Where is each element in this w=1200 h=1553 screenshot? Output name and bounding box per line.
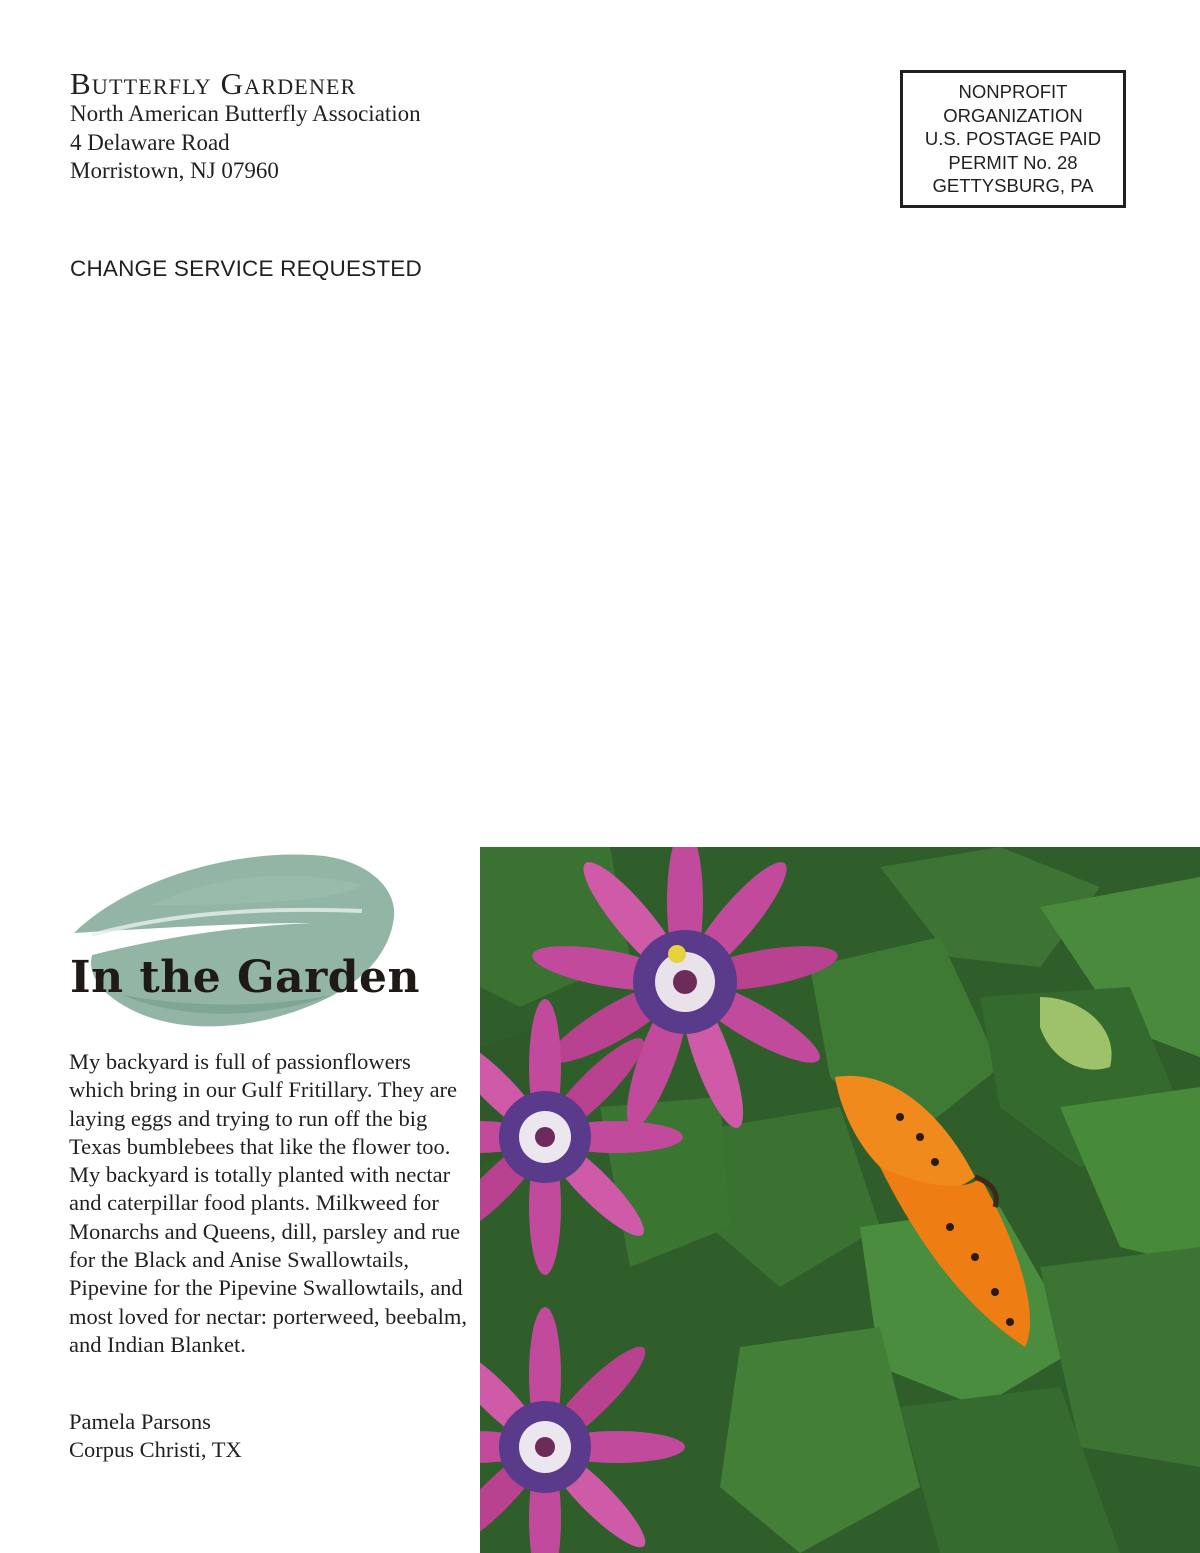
return-address	[70, 68, 510, 186]
author-location: Corpus Christi, TX	[69, 1437, 242, 1463]
publication-title: Butterfly Gardener	[70, 66, 357, 101]
organization-name: North American Butterfly Association	[70, 101, 421, 126]
indicia-line: U.S. POSTAGE PAID	[924, 128, 1102, 150]
city-state-zip: Morristown, NJ 07960	[70, 158, 279, 183]
indicia-line: NONPROFIT	[958, 81, 1068, 103]
leaf-illustration	[62, 845, 412, 1040]
article-body: My backyard is full of passionflowers which bring in our Gulf Fritillary. They are laying eggs and trying to run off the big Texas bumblebees that like the flower too. My backyard is totally planted with nectar and caterpillar food plants. Milkweed for Monarchs and Queens, dill, parsley and rue for the Black and Anise Swallowtails, Pipevine for the Pipevine Swallowtails, and most loved for nectar: porterweed, beebalm, and Indian Blanket.	[69, 1049, 467, 1357]
author-name: Pamela Parsons	[69, 1409, 211, 1434]
indicia-line: ORGANIZATION	[943, 104, 1083, 126]
change-service-endorsement: CHANGE SERVICE REQUESTED	[70, 256, 422, 281]
street-address: 4 Delaware Road	[70, 129, 230, 155]
section-heading: In the Garden	[70, 952, 421, 1003]
passionflower-butterfly-photo	[480, 847, 1200, 1553]
leaf-icon	[62, 845, 412, 1040]
indicia-line: GETTYSBURG, PA	[932, 175, 1094, 197]
article-signature	[69, 1408, 469, 1465]
postage-indicia	[900, 70, 1126, 208]
indicia-line: PERMIT No. 28	[948, 151, 1078, 173]
